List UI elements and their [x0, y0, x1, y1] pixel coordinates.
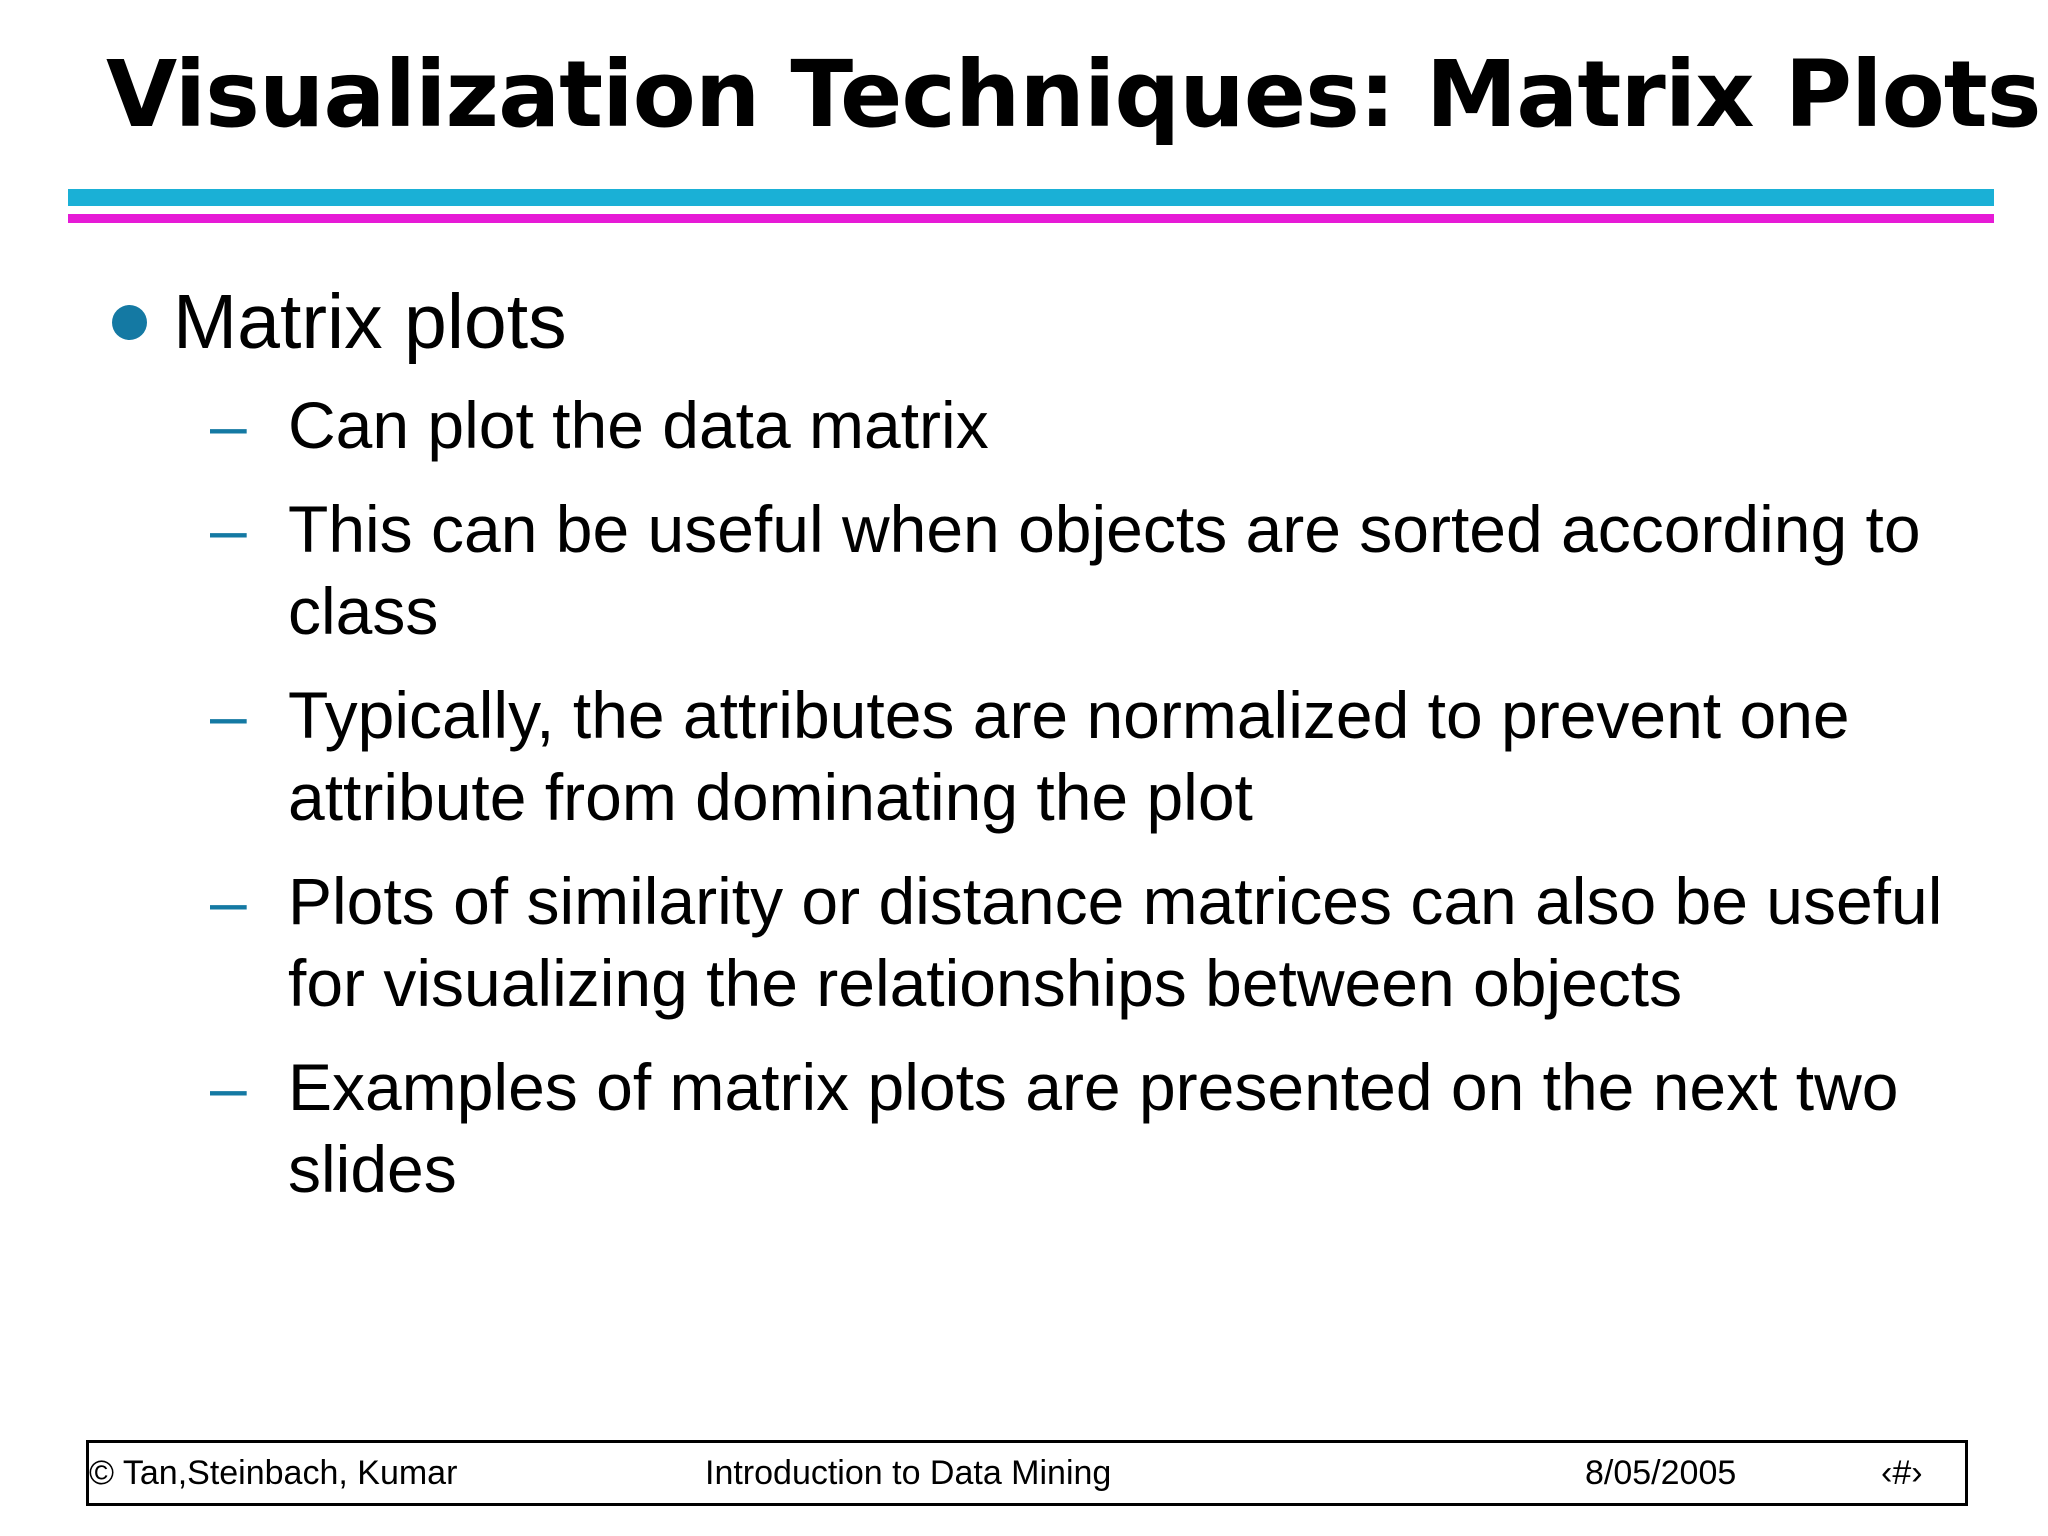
bullet-matrix-plots: [112, 276, 567, 368]
title-rule-magenta: [68, 214, 1994, 223]
dash-icon: –: [210, 678, 247, 752]
sub-bullet-item: [210, 1046, 2010, 1210]
dash-icon: –: [210, 864, 247, 938]
bullet-dot-icon: [112, 305, 147, 340]
slide-footer: [86, 1440, 1968, 1506]
sub-bullet-text: This can be useful when objects are sorted according to class: [288, 492, 1921, 648]
dash-icon: –: [210, 1050, 247, 1124]
sub-bullet-item: [210, 860, 2010, 1024]
title-rule-gap: [68, 206, 1994, 214]
footer-copyright: © Tan,Steinbach, Kumar: [89, 1454, 458, 1492]
footer-slide-number: ‹#›: [1881, 1454, 1923, 1492]
slide-title: Visualization Techniques: Matrix Plots: [106, 41, 2041, 148]
footer-course-title: Introduction to Data Mining: [705, 1454, 1112, 1492]
dash-icon: –: [210, 492, 247, 566]
sub-bullet-item: [210, 488, 2010, 652]
dash-icon: –: [210, 388, 247, 462]
bullet-text: Matrix plots: [173, 279, 567, 365]
sub-bullet-text: Plots of similarity or distance matrices can also be useful for visualizing the relationships between objects: [288, 864, 1943, 1020]
sub-bullet-text: Examples of matrix plots are presented on the next two slides: [288, 1050, 1899, 1206]
sub-bullet-item: [210, 674, 2010, 838]
footer-date: 8/05/2005: [1585, 1454, 1737, 1492]
sub-bullet-list: [210, 384, 2010, 1232]
sub-bullet-text: Typically, the attributes are normalized to prevent one attribute from dominating the plot: [288, 678, 1850, 834]
sub-bullet-item: [210, 384, 2010, 466]
title-rule-cyan: [68, 189, 1994, 206]
sub-bullet-text: Can plot the data matrix: [288, 388, 989, 462]
